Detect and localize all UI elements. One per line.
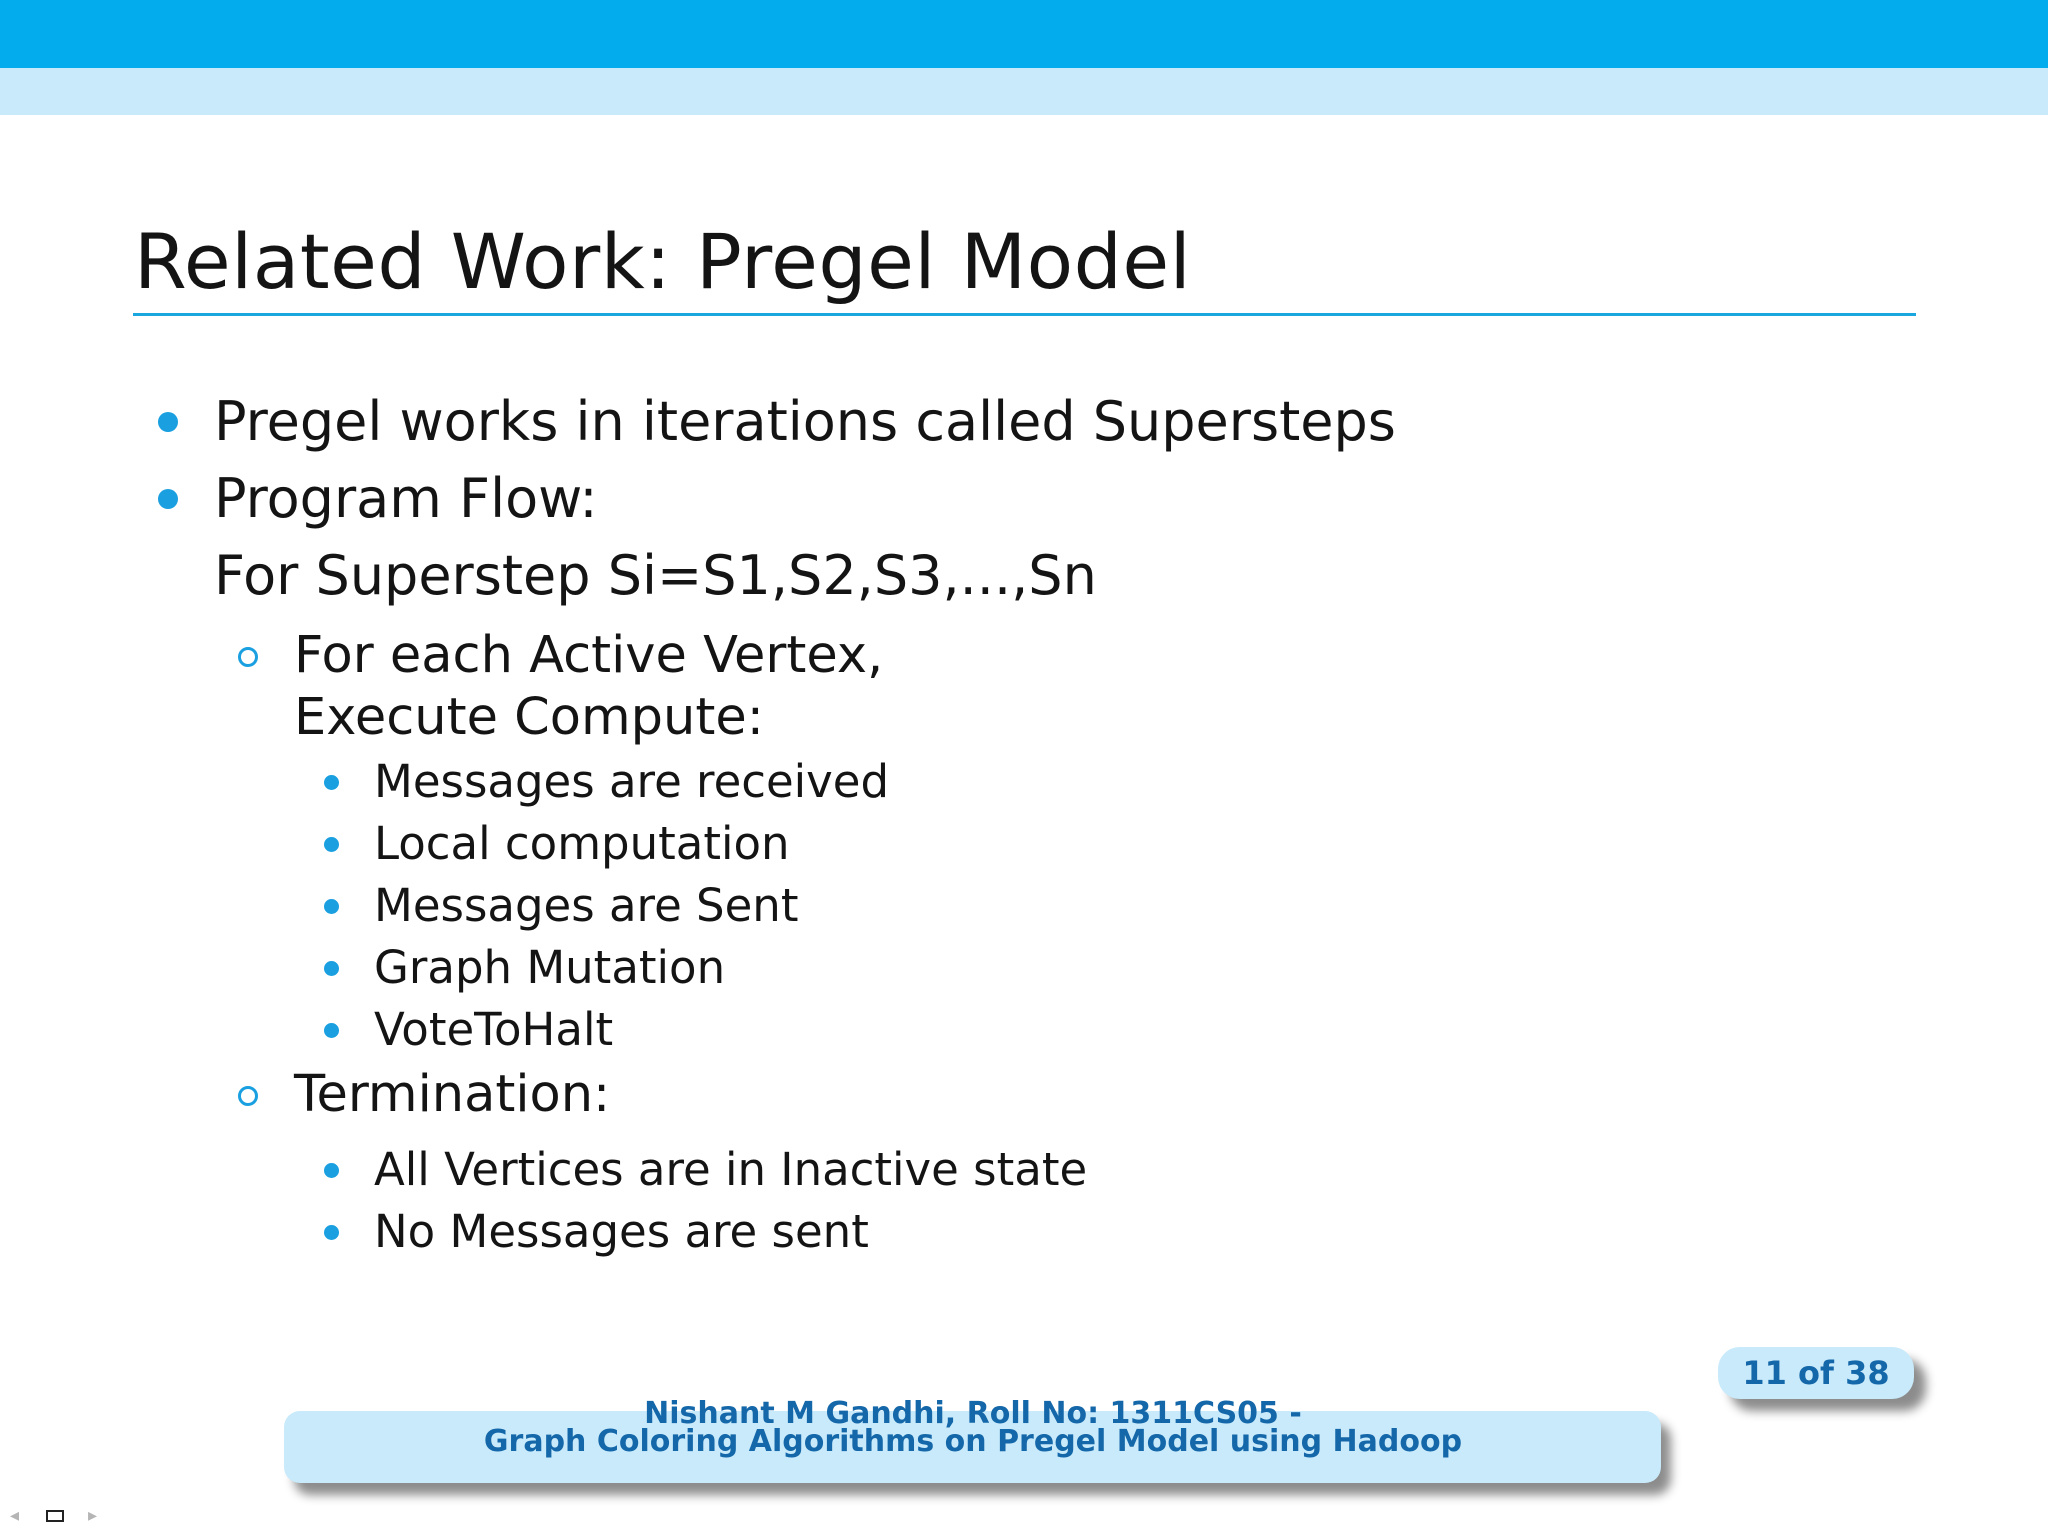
header-subbar — [0, 68, 2048, 115]
arrow-right-icon[interactable]: ▸ — [88, 1505, 98, 1526]
bullet-icon — [324, 899, 339, 914]
arrow-left-icon[interactable]: ◂ — [10, 1505, 20, 1526]
page-indicator: 11 of 38 — [1718, 1347, 1914, 1399]
list-item: Graph Mutation — [374, 941, 726, 994]
bullet-icon — [324, 1225, 339, 1240]
bullet-icon — [324, 837, 339, 852]
list-item: No Messages are sent — [374, 1205, 869, 1258]
bullet-icon — [324, 1023, 339, 1038]
frame-icon[interactable] — [46, 1510, 64, 1522]
footer-author: Nishant M Gandhi, Roll No: 1311CS05 - — [644, 1396, 1302, 1431]
list-item: Messages are Sent — [374, 879, 799, 932]
sub-bullet-execute-compute: Execute Compute: — [294, 688, 764, 747]
slide-title: Related Work: Pregel Model — [134, 217, 1192, 306]
bullet-icon — [158, 489, 178, 509]
sub-bullet-active-vertex: For each Active Vertex, — [294, 626, 884, 685]
bullet-program-flow-continuation: For Superstep Si=S1,S2,S3,...,Sn — [214, 544, 1097, 607]
bullet-icon — [158, 412, 178, 432]
circle-bullet-icon — [238, 647, 258, 667]
bullet-supersteps: Pregel works in iterations called Supersteps — [214, 390, 1396, 453]
list-item: Messages are received — [374, 755, 890, 808]
header-bar — [0, 0, 2048, 68]
bullet-program-flow: Program Flow: — [214, 467, 598, 530]
list-item: VoteToHalt — [374, 1003, 614, 1056]
list-item: All Vertices are in Inactive state — [374, 1143, 1088, 1196]
sub-bullet-termination: Termination: — [294, 1065, 611, 1124]
footer-title: Graph Coloring Algorithms on Pregel Model using Hadoop — [483, 1424, 1463, 1459]
bullet-icon — [324, 1163, 339, 1178]
bullet-icon — [324, 961, 339, 976]
list-item: Local computation — [374, 817, 790, 870]
bullet-icon — [324, 775, 339, 790]
title-underline — [133, 313, 1916, 316]
circle-bullet-icon — [238, 1086, 258, 1106]
